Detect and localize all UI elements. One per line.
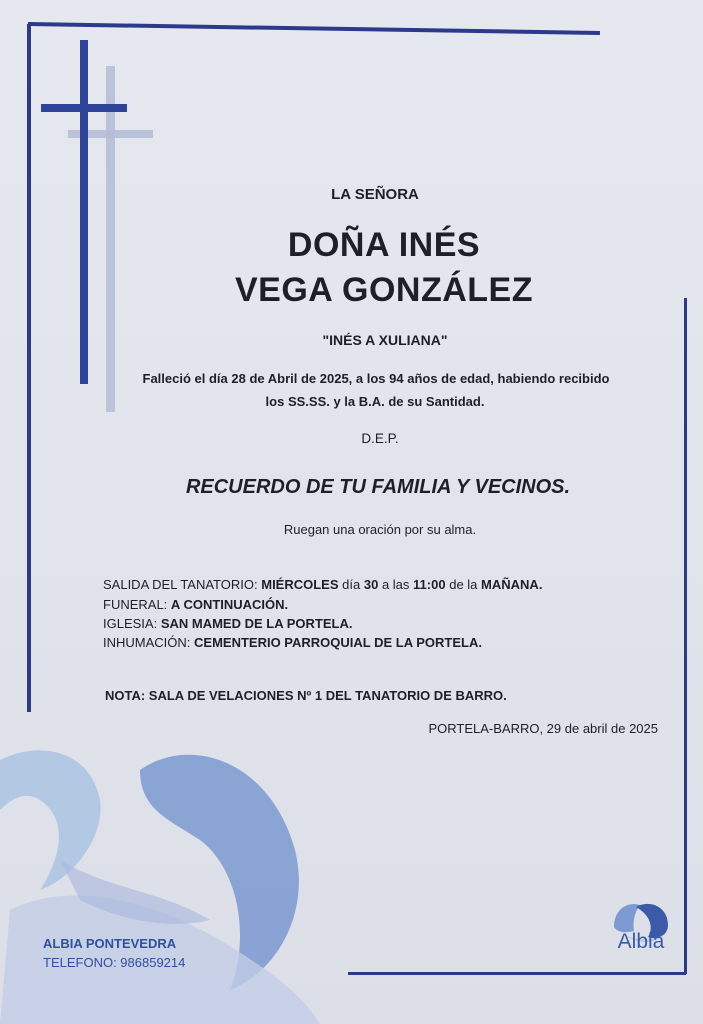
prayer-request: Ruegan una oración por su alma. (283, 522, 477, 537)
death-statement-line2: los SS.SS. y la B.A. de su Santidad. (265, 394, 485, 409)
company-phone: TELEFONO: 986859214 (43, 955, 186, 970)
remembrance-line: RECUERDO DE TU FAMILIA Y VECINOS. (185, 476, 571, 498)
funeral-value: A CONTINUACIÓN. (170, 597, 289, 612)
deceased-name-line2: VEGA GONZÁLEZ (234, 271, 534, 309)
church-value: SAN MAMED DE LA PORTELA. (160, 616, 353, 631)
departure-text: de la (449, 577, 478, 592)
departure-period: MAÑANA. (481, 577, 543, 592)
death-statement-line1: Falleció el día 28 de Abril de 2025, a los 94 años de edad, habiendo recibido (142, 371, 610, 386)
church-label: IGLESIA: (103, 616, 158, 631)
frame-top-border (28, 22, 600, 35)
departure-row (103, 577, 542, 592)
deceased-name-line1: DOÑA INÉS (287, 226, 481, 264)
frame-bottom-border (348, 972, 686, 975)
frame-right-border (684, 298, 687, 974)
place-and-date: PORTELA-BARRO, 29 de abril de 2025 (428, 721, 658, 736)
burial-label: INHUMACIÓN: (103, 635, 191, 650)
church-row (103, 616, 352, 631)
departure-label: SALIDA DEL TANATORIO: (103, 577, 258, 592)
funeral-row (103, 597, 288, 612)
funeral-label: FUNERAL: (103, 597, 168, 612)
company-name: ALBIA PONTEVEDRA (43, 936, 177, 951)
departure-time: 11:00 (413, 577, 446, 592)
cross-shadow-icon (106, 66, 115, 412)
departure-date: 30 (363, 577, 379, 592)
burial-value: CEMENTERIO PARROQUIAL DE LA PORTELA. (194, 635, 482, 650)
cross-icon (80, 40, 88, 384)
albia-logo-text: Albia (617, 930, 665, 953)
cross-bar (41, 104, 127, 112)
departure-day: MIÉRCOLES (261, 577, 339, 592)
frame-left-border (27, 24, 31, 712)
departure-text: día (342, 577, 361, 592)
burial-row (103, 635, 482, 650)
deceased-alias: "INÉS A XULIANA" (322, 332, 448, 348)
note: NOTA: SALA DE VELACIONES Nº 1 DEL TANATORIO DE BARRO. (105, 688, 507, 703)
heading: LA SEÑORA (331, 186, 419, 203)
decorative-swirl-icon (0, 740, 320, 1024)
departure-text: a las (381, 577, 410, 592)
rest-in-peace: D.E.P. (361, 431, 399, 446)
